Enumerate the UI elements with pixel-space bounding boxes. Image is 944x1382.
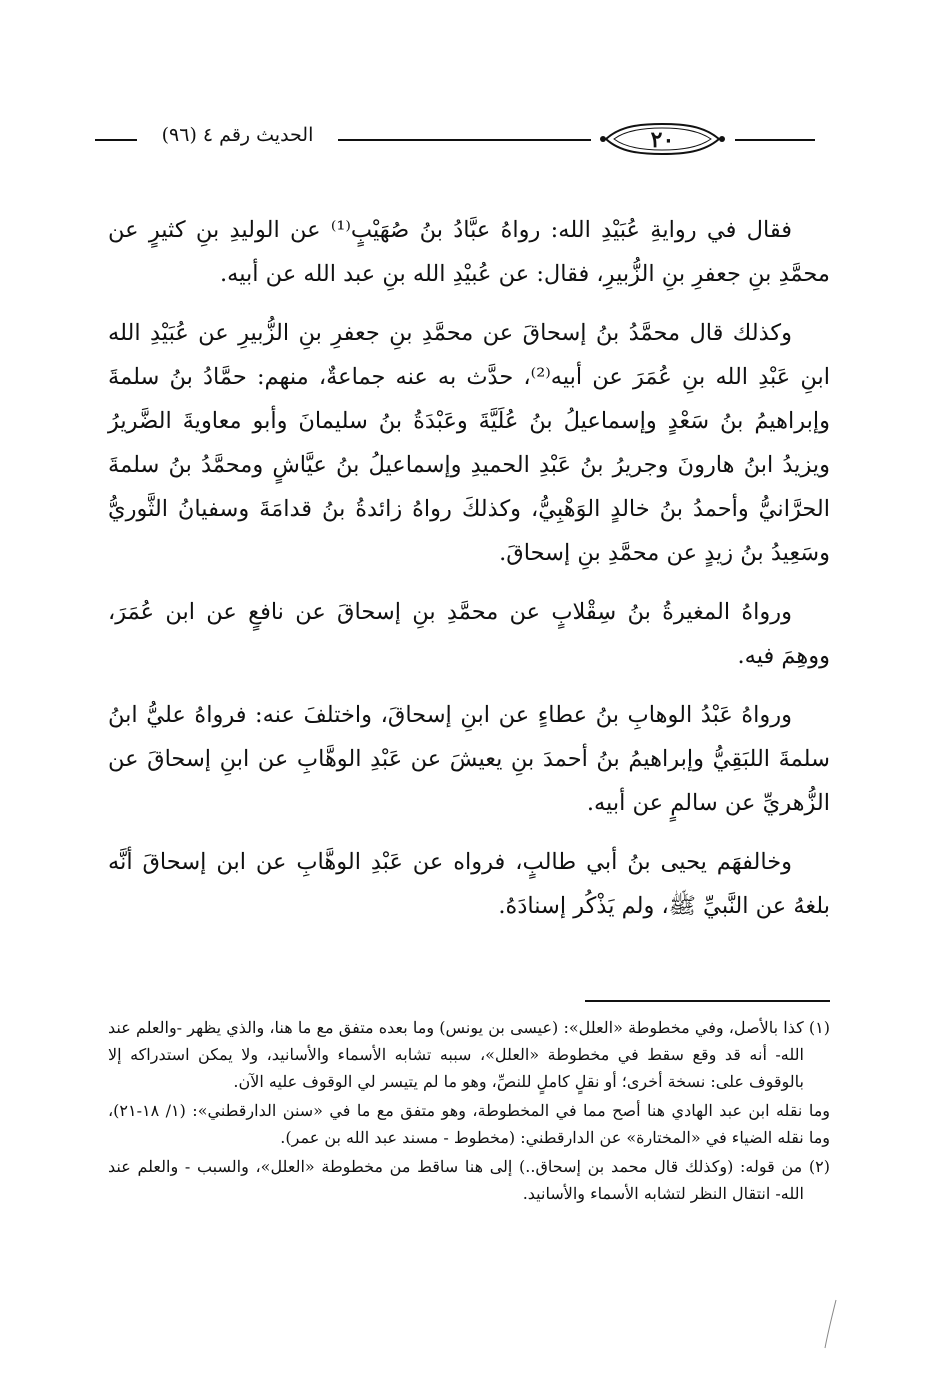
paragraph: ورواهُ عَبْدُ الوهابِ بنُ عطاءٍ عن ابنِ إسحاقَ، واختلفَ عنه: فرواهُ عليُّ ابنُ سلمةَ اللبَقِيُّ وإبراهيمُ بنُ أحمدَ بنِ يعيشَ عن عَبْدِ الوهَّابِ عن ابنِ إسحاقَ عن الزُّهريِّ عن سالمٍ عن أبيه.: [108, 702, 830, 816]
footnotes: [108, 1014, 830, 1209]
scan-mark: [822, 1298, 840, 1350]
paragraph: فقال في روايةِ عُبَيْدِ الله: رواهُ عبَّادُ بنُ صُهَيْبٍ⁽¹⁾ عن الوليدِ بنِ كثيرٍ عن محمَّدِ بنِ جعفرِ بنِ الزُّبيرِ، فقال: عن عُبيْدِ الله بنِ عبد الله عن أبيه.: [108, 217, 830, 287]
footnote: (١) كذا بالأصل، وفي مخطوطة «العلل»: (عيسى بن يونس) وما بعده متفق مع ما هنا، والذي يظهر -والعلم عند الله- أنه قد وقع سقط في مخطوطة «العلل»، سببه تشابه الأسماء والأسانيد، ولا يمكن استدراكه إلا بالوقوف على: نسخة أخرى؛ أو نقلٍ كاملٍ للنصِّ، وهو ما لم يتيسر لي الوقوف عليه الآن.: [108, 1018, 830, 1091]
paragraph: ورواهُ المغيرةُ بنُ سِقْلابٍ عن محمَّدِ بنِ إسحاقَ عن نافعٍ عن ابن عُمَرَ، ووهِمَ فيه.: [108, 599, 830, 669]
page-number: ٢٠: [650, 127, 675, 153]
footnote-separator: [585, 1000, 830, 1002]
footnote-continuation: وما نقله ابن عبد الهادي هنا أصح مما في المخطوطة، وهو متفق مع ما في «سنن الدارقطني»: (١/ ١٨-٢١)، وما نقله الضياء في «المختارة» عن الدارقطني: (مخطوط - مسند عبد الله بن عمر).: [108, 1101, 830, 1147]
footnote: (٢) من قوله: (وكذلك قال محمد بن إسحاق..) إلى هنا ساقط من مخطوطة «العلل»، والسبب - والعلم عند الله- انتقال النظر لتشابه الأسماء والأسانيد.: [108, 1157, 830, 1203]
paragraph: وكذلك قال محمَّدُ بنُ إسحاقَ عن محمَّدِ بنِ جعفرِ بنِ الزُّبيرِ عن عُبَيْدِ الله ابنِ عَبْدِ الله بنِ عُمَرَ عن أبيه⁽²⁾، حدَّث به عنه جماعةٌ، منهم: حمَّادُ بنُ سلمةَ وإبراهيمُ بنُ سَعْدٍ وإسماعيلُ بنُ عُلَيَّةَ وعَبْدَةُ بنُ سليمانَ وأبو معاويةَ الضَّريرُ ويزيدُ ابنُ هارونَ وجريرُ بنُ عَبْدِ الحميدِ وإسماعيلُ بنُ عيَّاشٍ ومحمَّدُ بنُ سلمةَ الحرَّانيُّ وأحمدُ بنُ خالدٍ الوَهْبِيُّ، وكذلكَ رواهُ زائدةُ بنُ قدامَةَ وسفيانُ الثَّوريُّ وسَعِيدُ بنُ زيدٍ عن محمَّدِ بنِ إسحاقَ.: [108, 320, 830, 566]
main-text: [108, 208, 830, 943]
header-rule-right: [735, 139, 815, 141]
header-rule-middle: [338, 139, 591, 141]
page-number-ornament: [600, 118, 725, 158]
running-title: الحديث رقم ٤ (٩٦): [161, 124, 314, 146]
paragraph: وخالفهَم يحيى بنُ أبي طالبٍ، فرواه عن عَبْدِ الوهَّابِ عن ابن إسحاقَ أنَّه بلغهُ عن النَّبيِّ ﷺ، ولم يَذْكُر إسنادَهُ.: [108, 849, 830, 919]
header-rule-left: [95, 139, 137, 141]
page-header: [95, 118, 815, 162]
